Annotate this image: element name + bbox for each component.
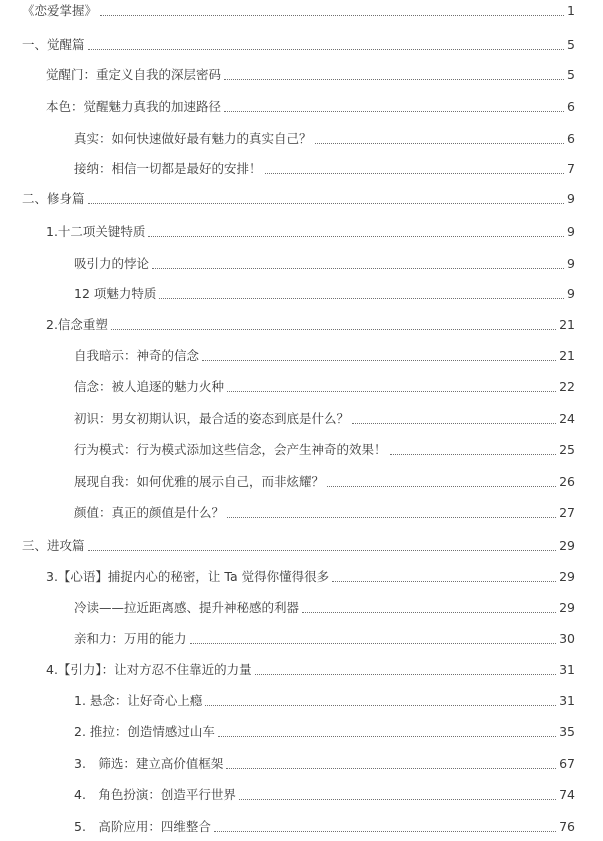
dot-leader (255, 674, 556, 675)
dot-leader (111, 329, 556, 330)
toc-entry[interactable] (46, 98, 575, 116)
toc-entry[interactable] (74, 504, 575, 522)
toc-entry-title: 信念：被人追逐的魅力火种 (74, 379, 225, 394)
toc-entry[interactable] (74, 818, 575, 836)
toc-entry-page: 9 (567, 256, 575, 271)
dot-leader (390, 454, 557, 455)
toc-entry-title: 吸引力的悖论 (74, 256, 150, 271)
dot-leader (88, 550, 557, 551)
toc-entry-page: 31 (559, 693, 575, 708)
toc-entry-page: 31 (559, 662, 575, 677)
toc-entry-title: 展现自我：如何优雅的展示自己，而非炫耀？ (74, 474, 325, 489)
toc-entry[interactable] (74, 410, 575, 428)
toc-entry-title: 本色：觉醒魅力真我的加速路径 (46, 99, 222, 114)
toc-entry[interactable] (46, 661, 575, 679)
toc-entry[interactable] (74, 473, 575, 491)
toc-entry-title: 1. 悬念：让好奇心上瘾 (74, 693, 203, 708)
toc-entry[interactable] (74, 786, 575, 804)
toc-entry-title: 4.【引力】：让对方忍不住靠近的力量 (46, 662, 252, 677)
toc-entry-title: 3. 筛选：建立高价值框架 (74, 756, 224, 771)
toc-entry[interactable] (74, 160, 575, 178)
toc-entry-page: 6 (567, 99, 575, 114)
toc-entry-title: 5. 高阶应用：四维整合 (74, 819, 211, 834)
toc-entry-title: 2. 推拉：创造情感过山车 (74, 724, 215, 739)
toc-entry-title: 12 项魅力特质 (74, 286, 157, 301)
toc-entry-page: 29 (559, 600, 575, 615)
toc-entry[interactable] (74, 255, 575, 273)
dot-leader (152, 268, 564, 269)
toc-entry[interactable] (46, 568, 575, 586)
dot-leader (202, 360, 556, 361)
dot-leader (227, 517, 556, 518)
toc-entry-title: 觉醒门：重定义自我的深层密码 (46, 67, 222, 82)
toc-entry[interactable] (74, 378, 575, 396)
dot-leader (148, 236, 564, 237)
toc-entry-page: 5 (567, 37, 575, 52)
toc-entry-page: 26 (559, 474, 575, 489)
dot-leader (214, 831, 556, 832)
toc-entry-page: 74 (559, 787, 575, 802)
dot-leader (218, 736, 556, 737)
dot-leader (315, 143, 565, 144)
dot-leader (88, 49, 565, 50)
toc-entry-title: 接纳：相信一切都是最好的安排！ (74, 161, 262, 176)
toc-entry-page: 9 (567, 224, 575, 239)
toc-entry-title: 一、觉醒篇 (22, 37, 85, 52)
toc-entry-title: 《恋爱掌握》 (22, 3, 98, 18)
toc-entry[interactable] (74, 285, 575, 303)
toc-entry[interactable] (74, 692, 575, 710)
toc-entry-page: 21 (559, 348, 575, 363)
toc-entry-page: 6 (567, 131, 575, 146)
toc-entry[interactable] (46, 316, 575, 334)
dot-leader (190, 643, 557, 644)
dot-leader (100, 15, 564, 16)
dot-leader (302, 612, 556, 613)
toc-entry-page: 9 (567, 286, 575, 301)
toc-entry-page: 7 (567, 161, 575, 176)
dot-leader (224, 79, 564, 80)
dot-leader (88, 203, 565, 204)
dot-leader (159, 298, 564, 299)
toc-entry-page: 35 (559, 724, 575, 739)
dot-leader (205, 705, 556, 706)
toc-entry[interactable] (46, 223, 575, 241)
toc-entry-title: 行为模式：行为模式添加这些信念，会产生神奇的效果！ (74, 442, 387, 457)
toc-entry[interactable] (46, 66, 575, 84)
dot-leader (224, 111, 564, 112)
toc-entry-page: 24 (559, 411, 575, 426)
toc-entry-title: 2.信念重塑 (46, 317, 108, 332)
toc-entry[interactable] (74, 347, 575, 365)
toc-entry[interactable] (74, 599, 575, 617)
toc-entry[interactable] (22, 36, 575, 54)
toc-entry[interactable] (74, 130, 575, 148)
dot-leader (226, 768, 556, 769)
dot-leader (265, 173, 565, 174)
toc-entry-page: 25 (559, 442, 575, 457)
toc-entry-title: 二、修身篇 (22, 191, 85, 206)
toc-entry-page: 22 (559, 379, 575, 394)
toc-entry-title: 真实：如何快速做好最有魅力的真实自己？ (74, 131, 312, 146)
toc-entry[interactable] (22, 537, 575, 555)
dot-leader (239, 799, 556, 800)
toc-entry-title: 自我暗示：神奇的信念 (74, 348, 200, 363)
toc-entry-page: 29 (559, 538, 575, 553)
toc-entry-page: 76 (559, 819, 575, 834)
dot-leader (352, 423, 556, 424)
toc-entry-title: 颜值：真正的颜值是什么？ (74, 505, 225, 520)
toc-entry[interactable] (22, 2, 575, 20)
toc-entry[interactable] (74, 630, 575, 648)
toc-entry-page: 27 (559, 505, 575, 520)
toc-entry-page: 67 (559, 756, 575, 771)
toc-entry[interactable] (74, 441, 575, 459)
toc-entry-page: 21 (559, 317, 575, 332)
toc-entry-page: 30 (559, 631, 575, 646)
toc-entry[interactable] (74, 755, 575, 773)
toc-entry-title: 初识：男女初期认识，最合适的姿态到底是什么？ (74, 411, 350, 426)
toc-entry-page: 9 (567, 191, 575, 206)
toc-entry-title: 亲和力：万用的能力 (74, 631, 187, 646)
toc-entry-title: 3.【心语】捕捉内心的秘密，让 Ta 觉得你懂得很多 (46, 569, 330, 584)
dot-leader (227, 391, 556, 392)
toc-entry-page: 29 (559, 569, 575, 584)
toc-entry-title: 冷读——拉近距离感、提升神秘感的利器 (74, 600, 300, 615)
toc-entry-title: 1.十二项关键特质 (46, 224, 146, 239)
toc-entry-title: 4. 角色扮演：创造平行世界 (74, 787, 236, 802)
toc-entry[interactable] (74, 723, 575, 741)
dot-leader (327, 486, 556, 487)
toc-entry-page: 1 (567, 3, 575, 18)
toc-entry-title: 三、进攻篇 (22, 538, 85, 553)
toc-entry[interactable] (22, 190, 575, 208)
toc-entry-page: 5 (567, 67, 575, 82)
dot-leader (332, 581, 556, 582)
